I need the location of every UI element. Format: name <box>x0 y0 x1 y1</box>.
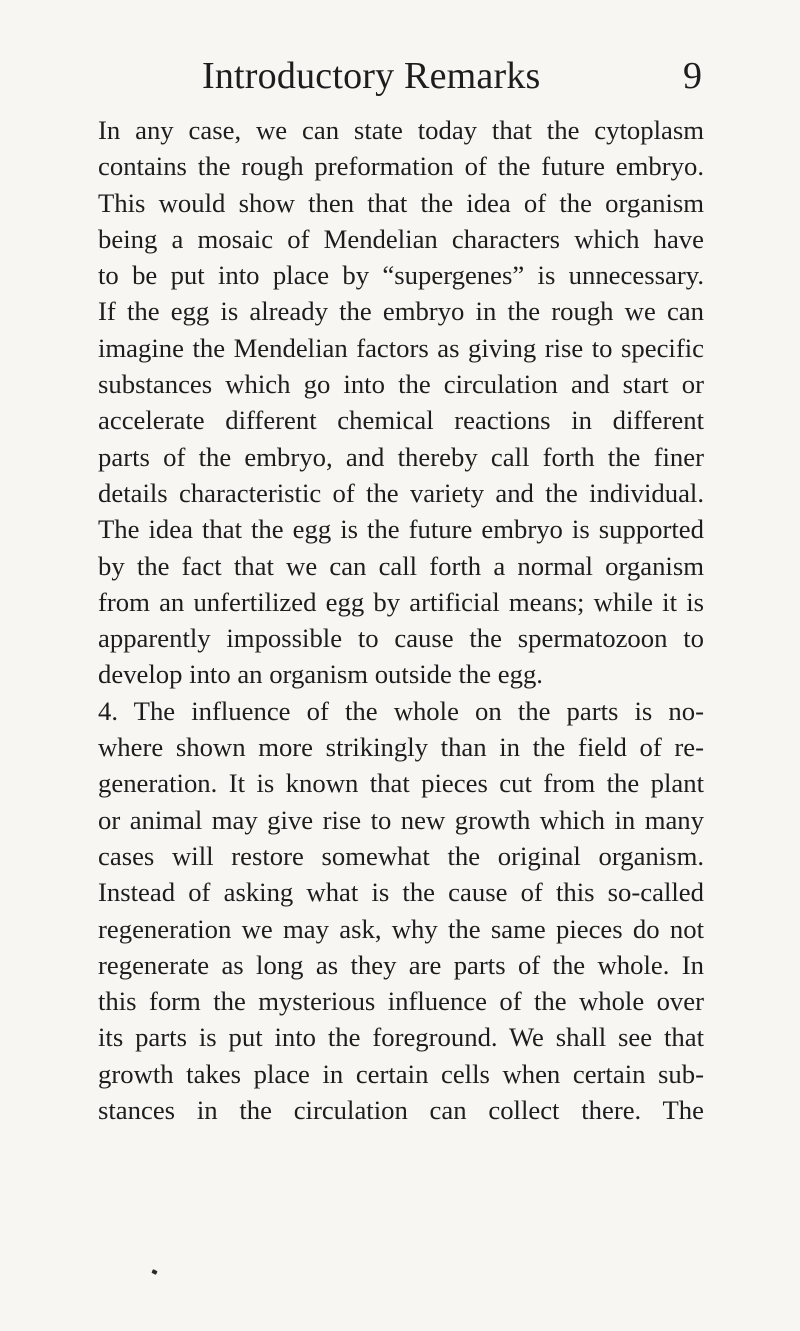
text-line: growth takes place in certain cells when certain sub- <box>98 1058 704 1089</box>
text-line: The idea that the egg is the future embryo is supported <box>98 514 704 545</box>
body-text <box>98 112 704 1128</box>
page-number: 9 <box>683 55 702 97</box>
text-line: substances which go into the circulation and start or <box>98 369 704 400</box>
ink-speck <box>151 1269 157 1275</box>
text-line: to be put into place by “supergenes” is unnecessary. <box>98 260 704 291</box>
running-title: Introductory Remarks <box>202 55 541 97</box>
text-line: by the fact that we can call forth a normal organism <box>98 550 704 581</box>
text-line: cases will restore somewhat the original organism. <box>98 840 704 871</box>
text-line: This would show then that the idea of the organism <box>98 187 704 218</box>
text-line: or animal may give rise to new growth which in many <box>98 804 704 835</box>
text-line: from an unfertilized egg by artificial means; while it is <box>98 586 704 617</box>
text-line: this form the mysterious influence of the whole over <box>98 986 704 1017</box>
text-line: regeneration we may ask, why the same pieces do not <box>98 913 704 944</box>
text-line: regenerate as long as they are parts of the whole. In <box>98 949 704 980</box>
text-line: stances in the circulation can collect there. The <box>98 1095 704 1126</box>
page-header <box>202 46 702 106</box>
text-line: imagine the Mendelian factors as giving rise to specific <box>98 332 704 363</box>
text-line: 4. The influence of the whole on the parts is no- <box>98 695 704 726</box>
text-line: In any case, we can state today that the cytoplasm <box>98 115 704 145</box>
text-line: apparently impossible to cause the spermatozoon to <box>98 623 704 654</box>
text-line: Instead of asking what is the cause of this so-called <box>98 877 704 908</box>
text-line: accelerate different chemical reactions in different <box>98 405 704 436</box>
text-line: being a mosaic of Mendelian characters which have <box>98 223 704 254</box>
text-line: If the egg is already the embryo in the rough we can <box>98 296 704 327</box>
text-line: generation. It is known that pieces cut from the plant <box>98 768 704 799</box>
text-line: details characteristic of the variety and the individual. <box>98 477 704 508</box>
text-line: develop into an organism outside the egg. <box>98 659 543 690</box>
text-line: where shown more strikingly than in the field of re- <box>98 732 704 763</box>
text-line: parts of the embryo, and thereby call forth the finer <box>98 441 704 472</box>
text-line: its parts is put into the foreground. We shall see that <box>98 1022 704 1053</box>
text-line: contains the rough preformation of the future embryo. <box>98 151 704 182</box>
